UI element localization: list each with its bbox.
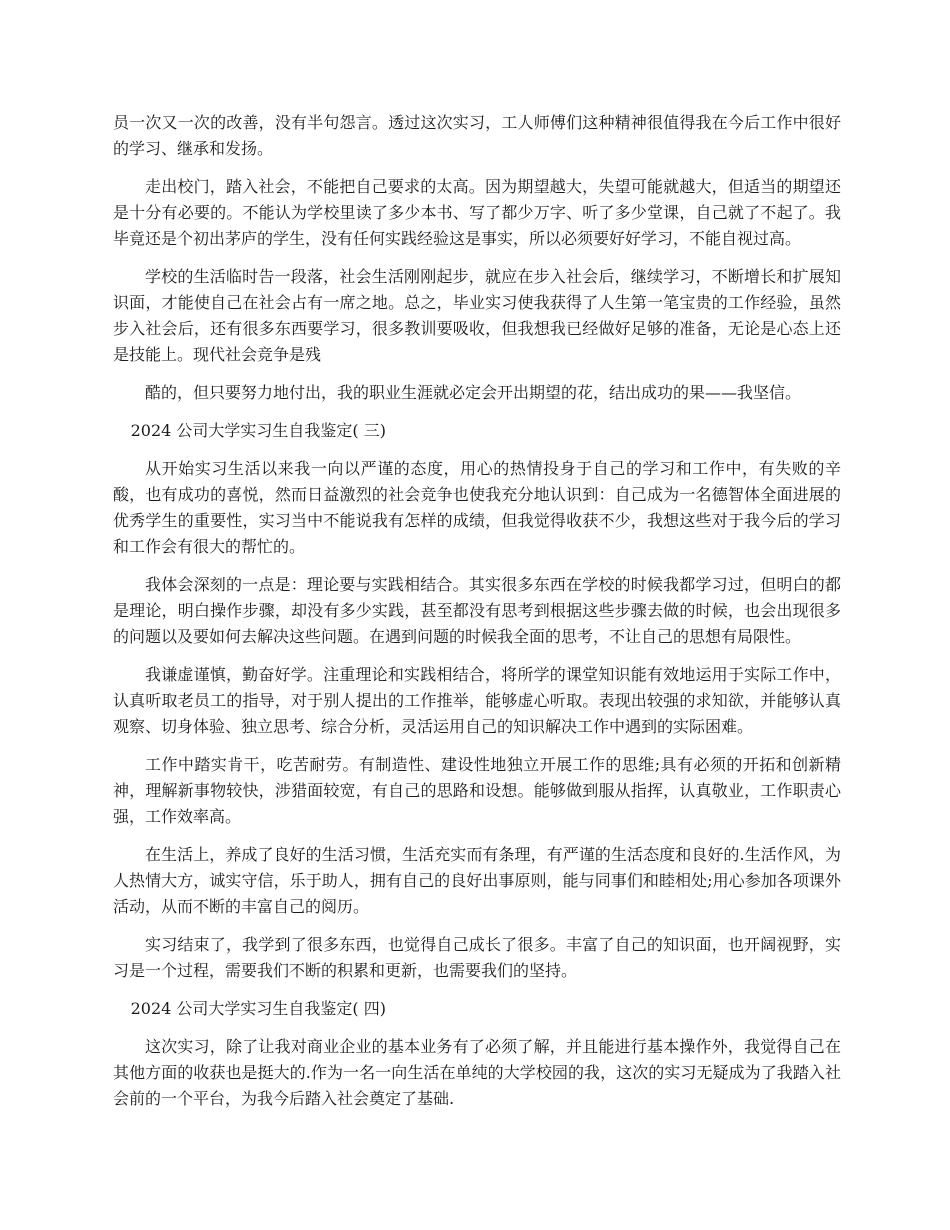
document-body — [113, 110, 841, 1124]
section-heading: 2024 公司大学实习生自我鉴定( 四) — [130, 999, 386, 1018]
paragraph: 实习结束了，我学到了很多东西，也觉得自己成长了很多。丰富了自己的知识面，也开阔视野，实习是一个过程，需要我们不断的积累和更新，也需要我们的坚持。 — [113, 935, 841, 980]
paragraph: 工作中踏实肯干，吃苦耐劳。有制造性、建设性地独立开展工作的思维;具有必须的开拓和创新精神，理解新事物较快，涉猎面较宽，有自己的思路和设想。能够做到服从指挥，认真敬业，工作职责心强，工作效率高。 — [113, 755, 841, 826]
paragraph-continued: 员一次又一次的改善，没有半句怨言。透过这次实习，工人师傅们这种精神很值得我在今后工作中很好的学习、继承和发扬。 — [113, 113, 841, 158]
paragraph: 学校的生活临时告一段落，社会生活刚刚起步，就应在步入社会后，继续学习，不断增长和扩展知识面，才能使自己在社会占有一席之地。总之，毕业实习使我获得了人生第一笔宝贵的工作经验，虽然步入社会后，还有很多东西要学习，很多教训要吸收，但我想我已经做好足够的准备，无论是心态上还是技能上。现代社会竞争是残 — [113, 267, 841, 364]
paragraph: 在生活上，养成了良好的生活习惯，生活充实而有条理，有严谨的生活态度和良好的.生活作风，为人热情大方，诚实守信，乐于助人，拥有自己的良好出事原则，能与同事们和睦相处;用心参加各项课外活动，从而不断的丰富自己的阅历。 — [113, 845, 841, 916]
paragraph: 酷的，但只要努力地付出，我的职业生涯就必定会开出期望的花，结出成功的果——我坚信。 — [145, 383, 802, 402]
paragraph: 我体会深刻的一点是：理论要与实践相结合。其实很多东西在学校的时候我都学习过，但明白的都是理论，明白操作步骤，却没有多少实践，甚至都没有思考到根据这些步骤去做的时候，也会出现很多的问题以及要如何去解决这些问题。在遇到问题的时候我全面的思考，不让自己的思想有局限性。 — [113, 575, 841, 646]
section-heading: 2024 公司大学实习生自我鉴定( 三) — [130, 421, 386, 440]
paragraph: 从开始实习生活以来我一向以严谨的态度，用心的热情投身于自己的学习和工作中，有失败的辛酸，也有成功的喜悦，然而日益激烈的社会竞争也使我充分地认识到：自己成为一名德智体全面进展的优秀学生的重要性，实习当中不能说我有怎样的成绩，但我觉得收获不少，我想这些对于我今后的学习和工作会有很大的帮忙的。 — [113, 459, 841, 556]
paragraph: 我谦虚谨慎，勤奋好学。注重理论和实践相结合，将所学的课堂知识能有效地运用于实际工作中，认真听取老员工的指导，对于别人提出的工作推举，能够虚心听取。表现出较强的求知欲，并能够认真观察、切身体验、独立思考、综合分析，灵活运用自己的知识解决工作中遇到的实际困难。 — [113, 665, 841, 736]
paragraph: 这次实习，除了让我对商业企业的基本业务有了必须了解，并且能进行基本操作外，我觉得自己在其他方面的收获也是挺大的.作为一名一向生活在单纯的大学校园的我，这次的实习无疑成为了我踏入社会前的一个平台，为我今后踏入社会奠定了基础. — [113, 1037, 841, 1108]
paragraph: 走出校门，踏入社会，不能把自己要求的太高。因为期望越大，失望可能就越大，但适当的期望还是十分有必要的。不能认为学校里读了多少本书、写了都少万字、听了多少堂课，自己就了不起了。我毕竟还是个初出茅庐的学生，没有任何实践经验这是事实，所以必须要好好学习，不能自视过高。 — [113, 177, 841, 248]
